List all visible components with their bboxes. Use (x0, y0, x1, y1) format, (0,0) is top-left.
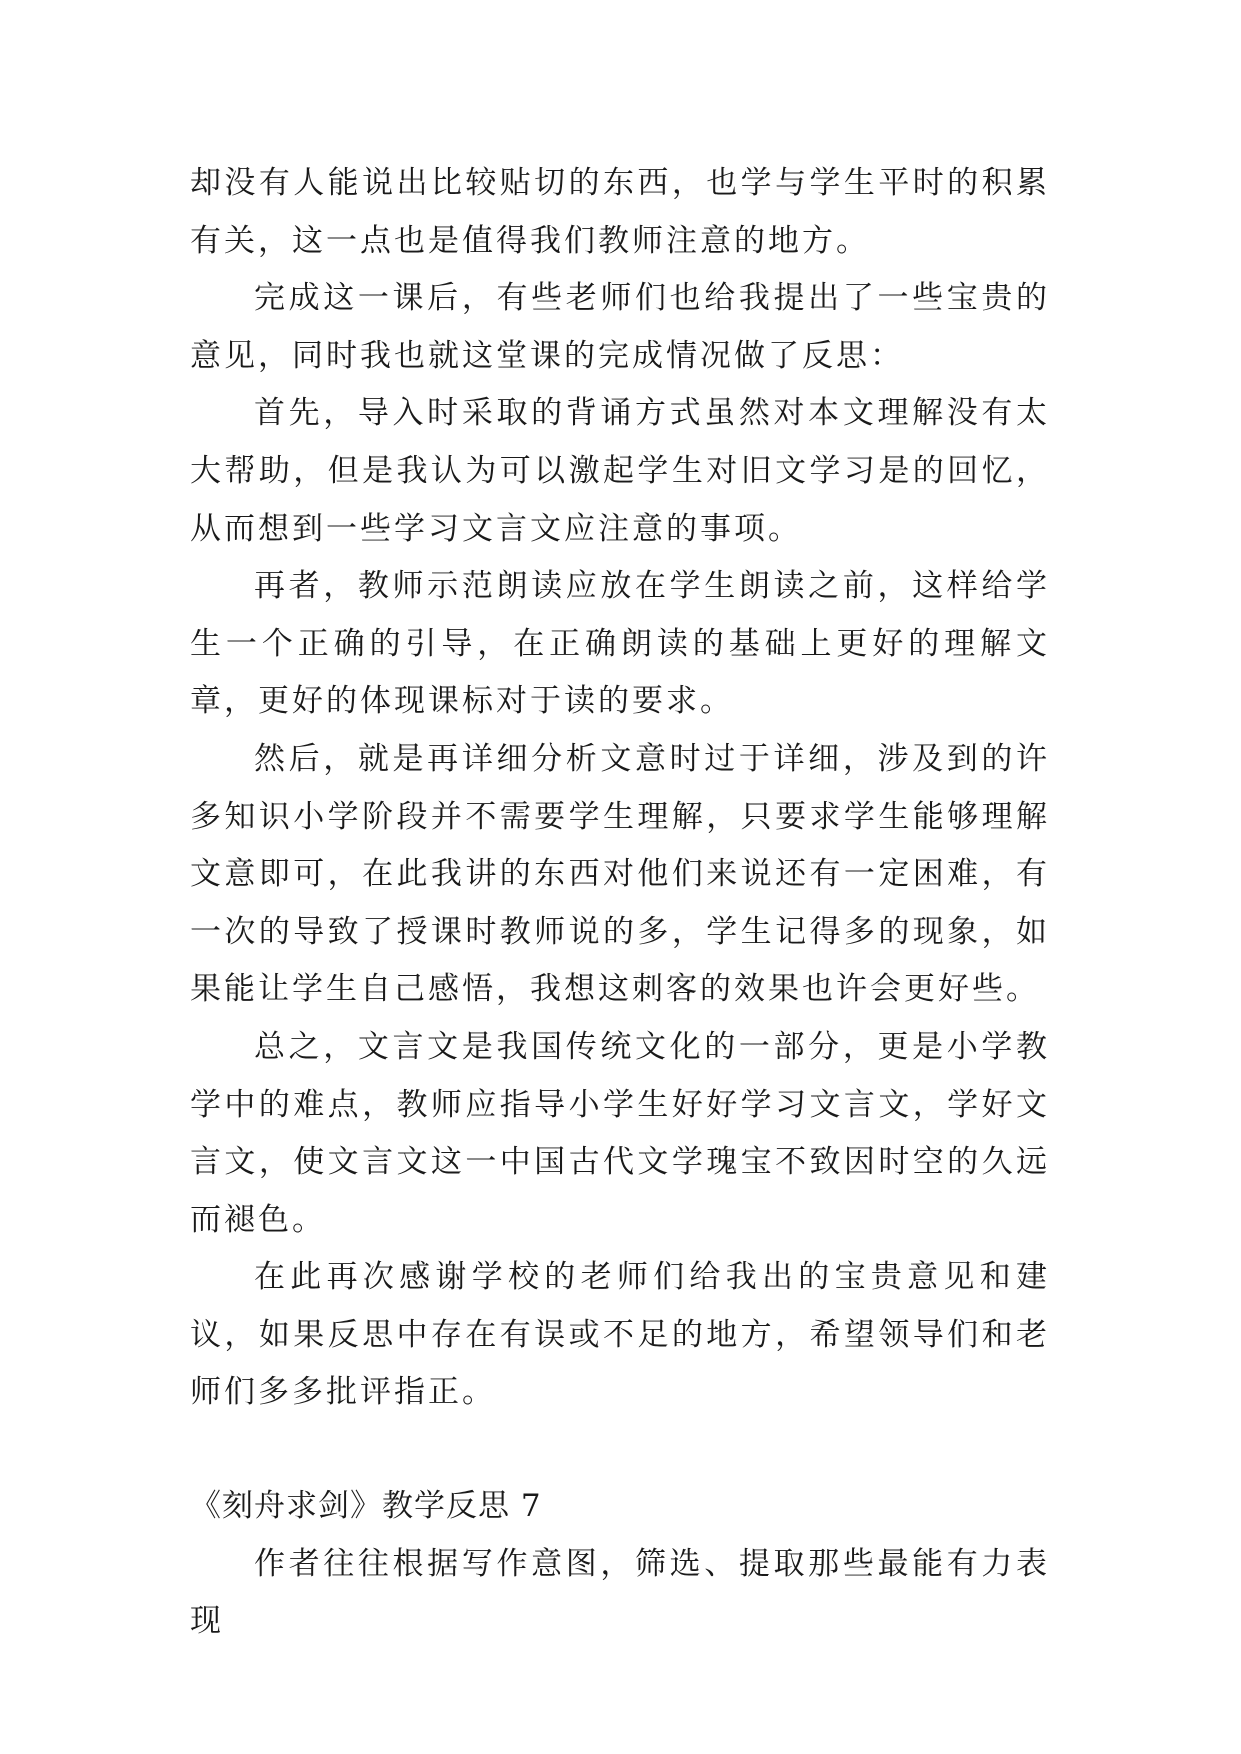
paragraph: 在此再次感谢学校的老师们给我出的宝贵意见和建议，如果反思中存在有误或不足的地方，希望领导们和老师们多多批评指正。 (190, 1259, 1050, 1411)
paragraph: 再者，教师示范朗读应放在学生朗读之前，这样给学生一个正确的引导，在正确朗读的基础上更好的理解文章，更好的体现课标对于读的要求。 (190, 568, 1050, 720)
section-title: 《刻舟求剑》教学反思 7 (190, 1488, 542, 1525)
paragraph: 完成这一课后，有些老师们也给我提出了一些宝贵的意见，同时我也就这堂课的完成情况做了反思： (190, 280, 1050, 374)
paragraph: 总之，文言文是我国传统文化的一部分，更是小学教学中的难点，教师应指导小学生好好学习文言文，学好文言文，使文言文这一中国古代文学瑰宝不致因时空的久远而褪色。 (190, 1028, 1050, 1238)
paragraph: 然后，就是再详细分析文意时过于详细，涉及到的许多知识小学阶段并不需要学生理解，只要求学生能够理解文意即可，在此我讲的东西对他们来说还有一定困难，有一次的导致了授课时教师说的多，学生记得多的现象，如果能让学生自己感悟，我想这刺客的效果也许会更好些。 (190, 740, 1050, 1008)
paragraph: 却没有人能说出比较贴切的东西，也学与学生平时的积累有关，这一点也是值得我们教师注意的地方。 (190, 165, 1050, 259)
paragraph: 首先，导入时采取的背诵方式虽然对本文理解没有太大帮助，但是我认为可以激起学生对旧文学习是的回忆，从而想到一些学习文言文应注意的事项。 (190, 395, 1050, 547)
paragraph: 作者往往根据写作意图，筛选、提取那些最能有力表现 (190, 1545, 1050, 1640)
document-body (190, 155, 1050, 1651)
